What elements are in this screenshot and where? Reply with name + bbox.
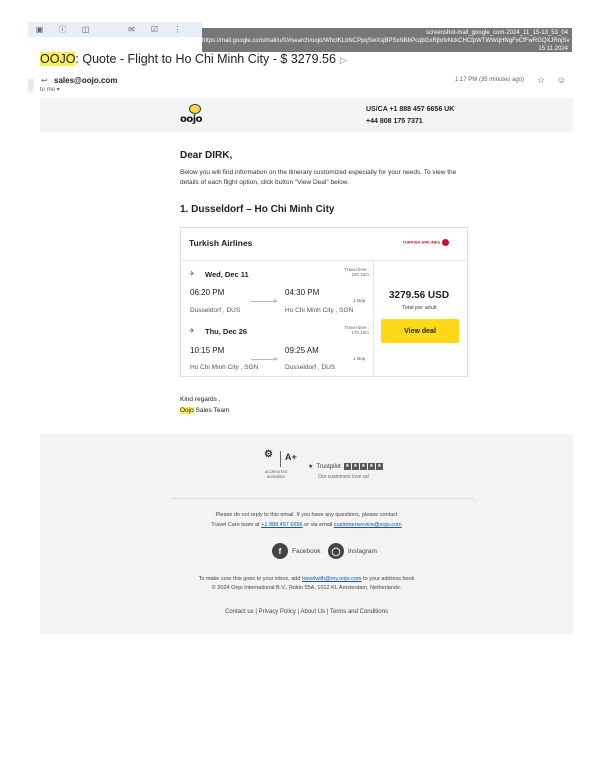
instagram-label: Instagram [348,547,377,555]
overlay-date: 15.11.2024 [538,46,568,52]
trustpilot-badge [308,463,383,470]
airline-logo-icon [442,239,449,246]
team-brand: Oojo [180,407,194,414]
return-arr-time: 09:25 AM [285,346,319,355]
trustpilot-star-icon: ★ [308,464,314,470]
star-icon[interactable]: ☆ [536,75,545,85]
footer-address [40,575,573,593]
delete-icon[interactable]: ◫ [81,25,90,34]
email-footer [40,434,573,634]
return-stops: 1 stop [353,356,366,361]
overlay-url: https://mail.google.com/mail/u/0/#search/oojo/WhctKLbNCPpqSwXsjBPSxNBbPcqbGxRjbrlvNckCHCfpWTWWqHNgFxCfFwRGQXJRnjSv [202,38,570,44]
trustpilot-rating [344,463,383,470]
return-plane-icon: ✈ [189,328,195,335]
add-to-tasks-icon[interactable]: ☑ [150,25,159,34]
price: 3279.56 USD [389,290,450,301]
no-reply-notice [40,510,573,530]
no-reply-text: or via email [302,522,334,528]
email-header-band [40,98,573,132]
overlay-filename: screenshot-mail_google_com-2024_11_15-13_53_04 [426,30,568,36]
facebook-link[interactable] [272,543,321,559]
oojo-logo [180,104,208,128]
footer-links[interactable]: Contact us | Privacy Policy | About Us | Terms and Conditions [225,609,388,615]
address-book-text: To make sure this goes to your inbox, add [198,576,302,582]
travel-time-label: Travel time : [344,325,369,330]
support-email-link[interactable]: customerservice@oojo.com [333,522,402,528]
outbound-dep-city: Dusseldorf , DUS [190,307,241,314]
bbb-badge [262,449,298,481]
no-reply-text: Travel Care team at [211,522,262,528]
screenshot-overlay [202,28,572,52]
route-title: 1. Dusseldorf – Ho Chi Minh City [180,204,335,215]
support-phone-link[interactable]: +1 888 457 6656 [261,522,303,528]
subject-brand: OOJO [40,52,76,66]
spacer [97,22,120,37]
sender-address-link[interactable]: travelwith@my.oojo.com [301,576,362,582]
facebook-label: Facebook [292,547,321,555]
email-subject [40,52,347,66]
subject-text: : Quote - Flight to Ho Chi Minh City - $ 3279.56 [75,52,336,66]
report-spam-icon[interactable]: ⓘ [58,25,67,34]
return-dep-city: Ho Chi Minh City , SGN [190,364,259,371]
trustpilot-label: Trustpilot [316,463,341,470]
sign-off: Kind regards , [180,396,221,403]
bbb-text: ACCREDITED BUSINESS [264,470,288,479]
airline-logo-text: TURKISH AIRLINES [402,239,440,245]
address-book-note [40,575,573,584]
star-icon: ★ [377,463,382,469]
divider [181,260,467,261]
travel-time-value: 15h 10m [351,272,369,277]
return-dep-time: 10:15 PM [190,346,225,355]
airline-logo [403,239,449,246]
return-date: Thu, Dec 26 [205,327,248,336]
phone-uk: +44 808 175 7371 [366,118,423,125]
bbb-grade: A+ [285,452,297,462]
no-reply-line1: Please do not reply to this email. If you have any questions, please contact [215,512,398,518]
phone-us: US/CA +1 888 457 6656 UK [366,106,455,113]
airline-name: Turkish Airlines [189,238,253,248]
divider [172,498,474,499]
no-reply-line2 [40,520,573,530]
sender-row [40,75,572,97]
more-options-icon[interactable]: ⋮ [173,25,182,34]
outbound-travel-time [344,267,369,277]
recipient-dropdown[interactable]: to me ▾ [40,87,60,93]
facebook-icon: f [272,543,288,559]
trustpilot-subtext: Our customers love us! [318,474,370,480]
travel-time-label: Travel time : [344,267,369,272]
archive-icon[interactable]: ▣ [35,25,44,34]
team-signature [180,407,229,414]
outbound-arr-city: Ho Chi Minh City , SGN [285,307,354,314]
logo-text: oojo [180,114,203,125]
star-icon: ★ [353,463,358,469]
travel-time-value: 17h 10m [351,330,369,335]
view-deal-button[interactable]: View deal [381,319,459,343]
return-arr-city: Dusseldorf , DUS [285,364,336,371]
bee-icon [189,104,201,114]
gmail-toolbar [28,22,202,37]
email-time: 1:17 PM (35 minutes ago) [454,77,524,83]
label-icon[interactable]: ▷ [339,55,347,65]
divider [373,261,374,377]
reply-arrow-icon: ↩ [41,76,48,85]
emoji-react-icon[interactable]: ☺ [556,75,566,85]
greeting: Dear DIRK, [180,150,233,161]
address-book-text: to your address book [361,576,415,582]
divider [280,451,281,467]
price-note: Total per adult [402,305,437,311]
star-icon: ★ [361,463,366,469]
avatar [28,78,34,92]
outbound-dep-time: 06:20 PM [190,288,225,297]
star-icon: ★ [369,463,374,469]
bbb-logo-icon: ⚙ [264,449,273,460]
outbound-date: Wed, Dec 11 [205,270,249,279]
star-icon: ★ [345,463,350,469]
copyright: © 2024 Oojo International B.V., Rokin 55A, 1012 KL Amsterdam, Netherlands. [211,585,402,591]
outbound-arrow-icon [251,301,277,302]
departure-plane-icon: ✈ [189,271,195,278]
recipient-label: to me [40,87,56,93]
sender-email[interactable]: sales@oojo.com [54,76,118,85]
flight-card [180,227,468,377]
outbound-stops: 1 stop [353,298,366,303]
mark-unread-icon[interactable]: ✉ [128,25,135,34]
return-travel-time [344,325,369,335]
return-arrow-icon [251,359,277,360]
team-label: Sales Team [193,407,230,414]
intro-text: Below you will find information on the itinerary customized especially for your needs. To view the details of each flight option, click button "View Deal" below. [180,169,457,186]
instagram-link[interactable] [328,543,377,559]
outbound-arr-time: 04:30 PM [285,288,320,297]
instagram-icon: ◯ [328,543,344,559]
